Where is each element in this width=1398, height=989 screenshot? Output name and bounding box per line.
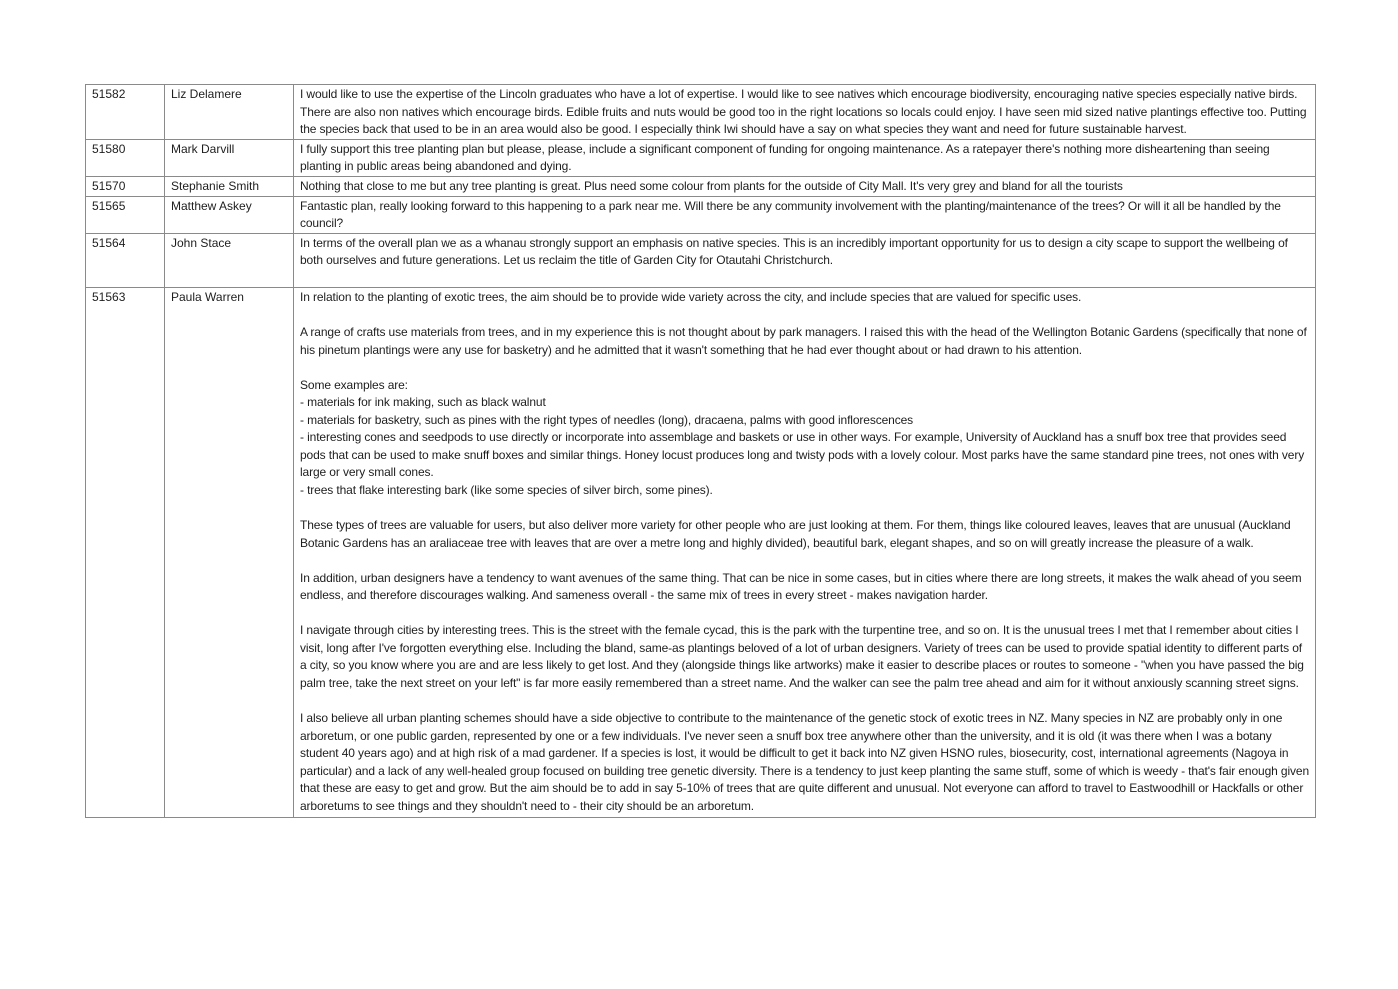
table-row <box>86 287 1316 817</box>
submitter-name-cell: Paula Warren <box>165 287 294 817</box>
submission-id-cell: 51570 <box>86 176 165 196</box>
comment-paragraph: I fully support this tree planting plan but please, please, include a significant component of funding for ongoing maintenance. As a ratepayer there's nothing more disheartening than seeing planting in public areas being abandoned and dying. <box>300 141 1270 174</box>
table-row <box>86 85 1316 140</box>
submitter-name-cell: Matthew Askey <box>165 196 294 233</box>
submissions-table-body <box>86 85 1316 818</box>
submission-id-cell: 51582 <box>86 85 165 140</box>
submissions-table <box>85 84 1316 818</box>
comment-paragraph: These types of trees are valuable for users, but also deliver more variety for other people who are just looking at them. For them, things like coloured leaves, leaves that are unusual (Auckland Botanic Gardens has an araliaceae tree with leaves that are over a metre long and highly divided), beautiful bark, elegant shapes, and so on will greatly increase the pleasure of a walk. <box>300 518 1291 550</box>
comment-paragraph: A range of crafts use materials from trees, and in my experience this is not thought about by park managers. I raised this with the head of the Wellington Botanic Gardens (specifically that none of his pinetum plantings were any use for basketry) and he admitted that it wasn't something that he had ever thought about or had drawn to his attention. <box>300 324 1307 357</box>
submission-id-cell: 51565 <box>86 196 165 233</box>
submitter-name-cell: John Stace <box>165 233 294 287</box>
comment-cell <box>294 85 1316 140</box>
comment-cell <box>294 196 1316 233</box>
table-row <box>86 176 1316 196</box>
table-row <box>86 233 1316 287</box>
comment-cell <box>294 233 1316 287</box>
submission-id-cell: 51564 <box>86 233 165 287</box>
comment-cell <box>294 287 1316 817</box>
comment-paragraph: Some examples are: - materials for ink making, such as black walnut - materials for basketry, such as pines with the right types of needles (long), dracaena, palms with good inflorescences - interesting cones and seedpods to use directly or incorporate into assemblage and baskets or use in other ways. For example, University of Auckland has a snuff box tree that provides seed pods that can be used to make snuff boxes and similar things. Honey locust produces long and twisty pods with a lovely colour. Most parks have the same standard pine trees, not ones with very large or very small cones. - trees that flake interesting bark (like some species of silver birch, some pines). <box>300 377 1305 498</box>
comment-cell <box>294 139 1316 176</box>
comment-paragraph: Nothing that close to me but any tree planting is great. Plus need some colour from plants for the outside of City Mall. It's very grey and bland for all the tourists <box>300 178 1123 193</box>
submission-id-cell: 51580 <box>86 139 165 176</box>
table-row <box>86 139 1316 176</box>
comment-paragraph: I also believe all urban planting schemes should have a side objective to contribute to the maintenance of the genetic stock of exotic trees in NZ. Many species in NZ are probably only in one arboretum, or one public garden, represented by one or a few individuals. I've never seen a snuff box tree anywhere other than the university, and it is old (it was there when I was a botany student 40 years ago) and at high risk of a mad gardener. If a species is lost, it would be difficult to get it back into NZ given HSNO rules, biosecurity, cost, international agreements (Nagoya in particular) and a lack of any well-healed group focused on building tree genetic diversity. There is a tendency to just keep planting the same stuff, some of which is weedy - that's fair enough given that these are easy to get and grow. But the aim should be to add in say 5-10% of trees that are quite different and unusual. Not everyone can afford to travel to Eastwoodhill or Hackfalls or other arboretums to see things and they shouldn't need to - their city should be an arboretum. <box>300 710 1309 813</box>
comment-paragraph: In terms of the overall plan we as a whanau strongly support an emphasis on native species. This is an incredibly important opportunity for us to design a city scape to support the wellbeing of both ourselves and future generations. Let us reclaim the title of Garden City for Otautahi Christchurch. <box>300 235 1288 268</box>
comment-cell <box>294 176 1316 196</box>
submitter-name-cell: Stephanie Smith <box>165 176 294 196</box>
comment-paragraph: In addition, urban designers have a tendency to want avenues of the same thing. That can be nice in some cases, but in cities where there are long streets, it makes the walk ahead of you seem endless, and therefore discourages walking. And sameness overall - the same mix of trees in every street - makes navigation harder. <box>300 570 1302 603</box>
table-row <box>86 196 1316 233</box>
comment-paragraph: In relation to the planting of exotic trees, the aim should be to provide wide variety across the city, and include species that are valued for specific uses. <box>300 289 1082 304</box>
comment-paragraph: I navigate through cities by interesting trees. This is the street with the female cycad, this is the park with the turpentine tree, and so on. It is the unusual trees I met that I remember about cities I visit, long after I've forgotten everything else. Including the bland, same-as plantings beloved of a lot of urban designers. Variety of trees can be used to provide spatial identity to different parts of a city, so you know where you are and are less likely to get lost. And they (alongside things like artworks) make it easier to describe places or routes to someone - "when you have passed the big palm tree, take the next street on your left" is far more easily remembered than a street name. And the walker can see the palm tree ahead and aim for it without anxiously scanning street signs. <box>300 623 1304 690</box>
submitter-name-cell: Liz Delamere <box>165 85 294 140</box>
submission-id-cell: 51563 <box>86 287 165 817</box>
comment-paragraph: Fantastic plan, really looking forward to this happening to a park near me. Will there be any community involvement with the planting/maintenance of the trees? Or will it all be handled by the council? <box>300 198 1281 231</box>
submitter-name-cell: Mark Darvill <box>165 139 294 176</box>
comment-paragraph: I would like to use the expertise of the Lincoln graduates who have a lot of expertise. I would like to see natives which encourage biodiversity, encouraging native species especially native birds. There are also non natives which encourage birds. Edible fruits and nuts would be good too in the right locations so locals could enjoy. I have seen mid sized native plantings effective too. Putting the species back that used to be in an area would also be good. I especially think Iwi should have a say on what species they want and need for future sustainable harvest. <box>300 87 1307 137</box>
